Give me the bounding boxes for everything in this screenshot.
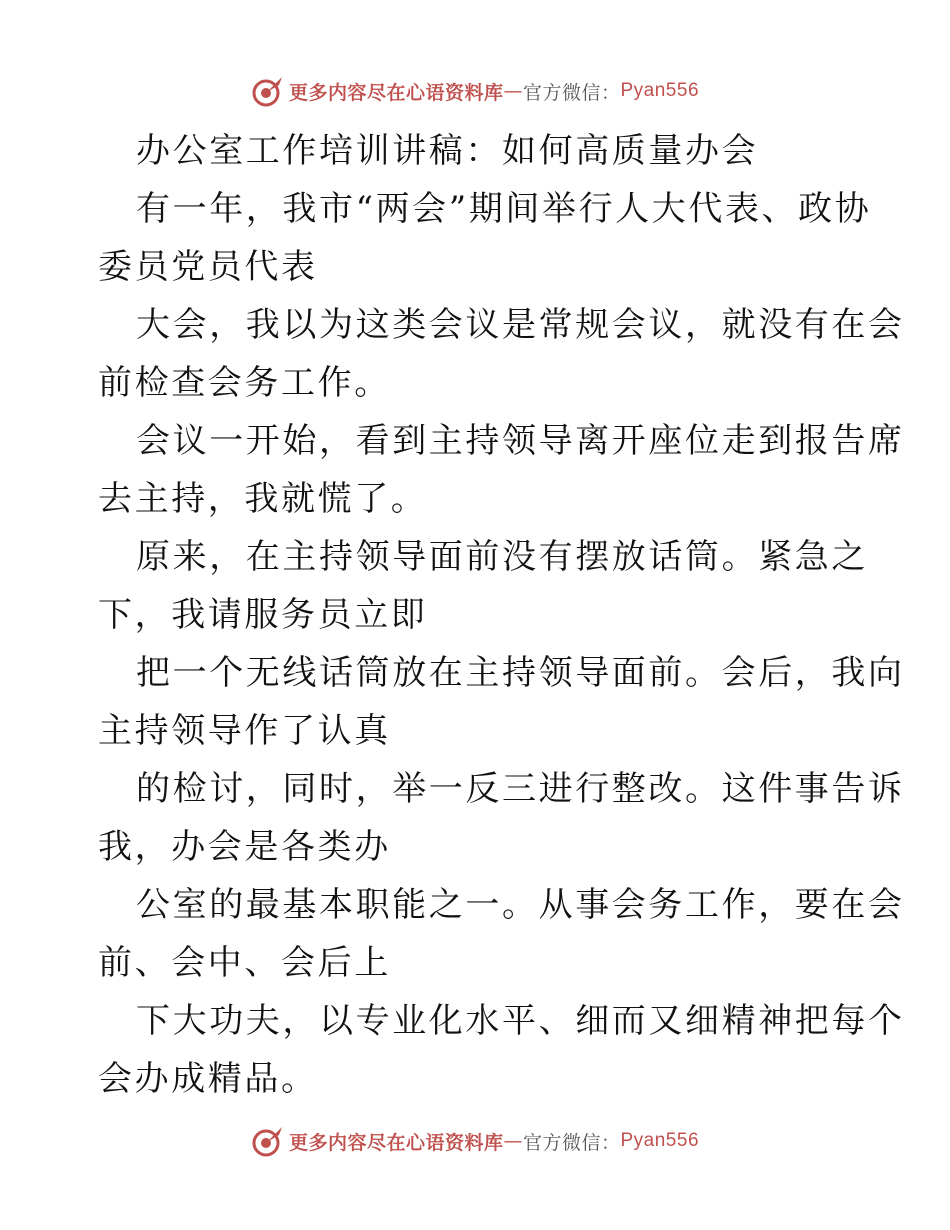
quill-logo-icon (251, 1124, 285, 1158)
watermark-sub-text: 官方微信： (522, 1131, 621, 1154)
paragraph-2 (98, 296, 905, 412)
watermark-wechat-id: Pyan556 (620, 80, 700, 101)
paragraph-line: 下大功夫，以专业化水平、细而又细精神把每个 (136, 1001, 905, 1041)
paragraph-4 (98, 528, 868, 644)
paragraph-line: 委员党员代表 (98, 247, 318, 287)
paragraph-line: 我，办会是各类办 (98, 827, 391, 867)
watermark-dash: — (503, 80, 523, 102)
watermark-wechat-id: Pyan556 (620, 1130, 700, 1151)
watermark-main-text: 更多内容尽在心语资料库 (288, 81, 504, 104)
paragraph-3 (98, 412, 905, 528)
paragraph-line: 公室的最基本职能之一。从事会务工作，要在会 (136, 885, 905, 925)
paragraph-5 (98, 644, 905, 760)
paragraph-line: 会办成精品。 (98, 1059, 318, 1099)
paragraph-line: 前、会中、会后上 (98, 943, 391, 983)
paragraph-line: 会议一开始，看到主持领导离开座位走到报告席 (136, 421, 905, 461)
paragraph-line: 把一个无线话筒放在主持领导面前。会后，我向 (136, 653, 905, 693)
document-title (98, 122, 858, 180)
paragraph-line: 原来，在主持领导面前没有摆放话筒。紧急之 (136, 537, 868, 577)
paragraph-line: 去主持，我就慌了。 (98, 479, 428, 519)
paragraph-1 (98, 180, 872, 296)
watermark-sub-text: 官方微信： (522, 81, 621, 104)
document-body (98, 122, 905, 1108)
paragraph-line: 有一年，我市“两会”期间举行人大代表、政协 (136, 189, 872, 229)
paragraph-line: 前检查会务工作。 (98, 363, 391, 403)
quill-logo-icon (251, 74, 285, 108)
title-line: 办公室工作培训讲稿：如何高质量办会 (136, 131, 759, 171)
paragraph-7 (98, 876, 905, 992)
paragraph-line: 大会，我以为这类会议是常规会议，就没有在会 (136, 305, 905, 345)
paragraph-line: 的检讨，同时，举一反三进行整改。这件事告诉 (136, 769, 905, 809)
footer-watermark (0, 1121, 950, 1161)
paragraph-6 (98, 760, 905, 876)
paragraph-line: 主持领导作了认真 (98, 711, 391, 751)
watermark-main-text: 更多内容尽在心语资料库 (288, 1131, 504, 1154)
paragraph-line: 下，我请服务员立即 (98, 595, 428, 635)
watermark-dash: — (503, 1130, 523, 1152)
header-watermark (0, 71, 950, 111)
paragraph-8 (98, 992, 905, 1108)
